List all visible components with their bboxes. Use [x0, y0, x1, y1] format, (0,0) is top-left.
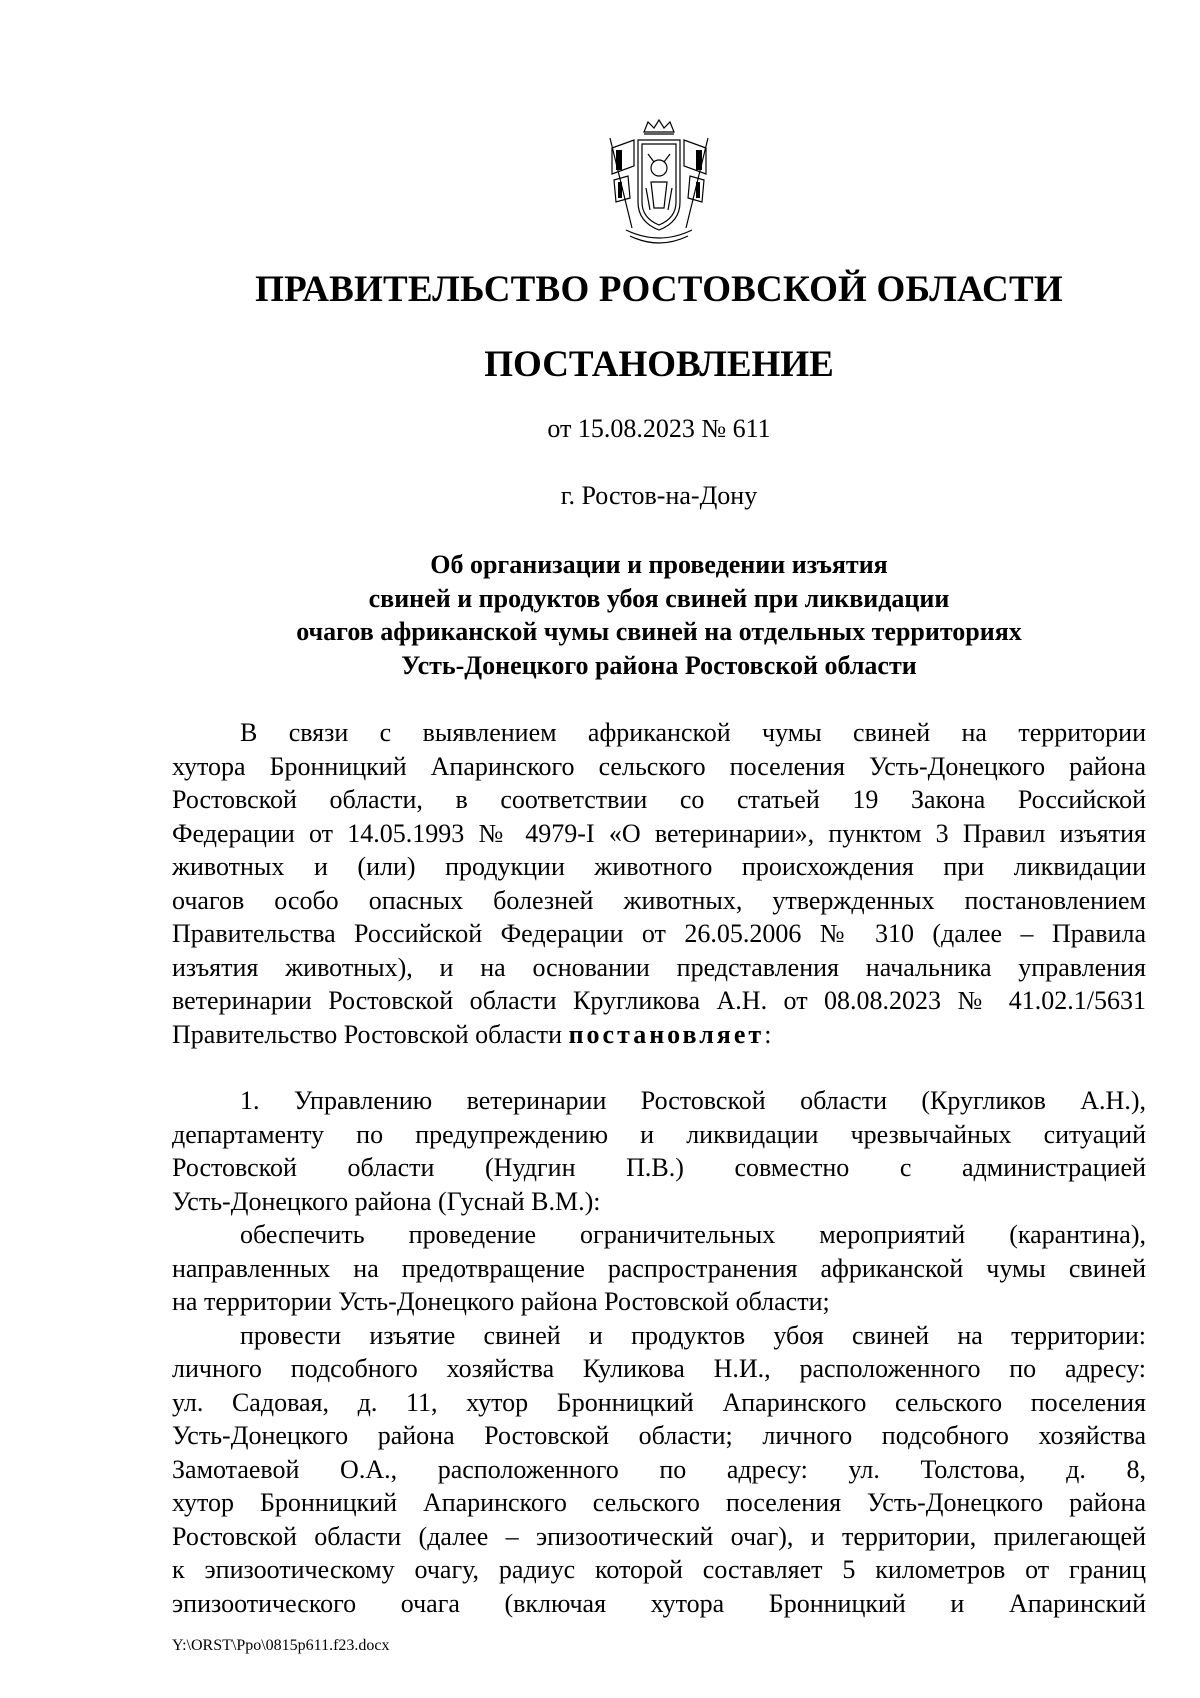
document-city: г. Ростов-на-Дону	[560, 481, 758, 510]
item-line: Ростовской области (Нудгин П.В.) совместно с администрацией	[172, 1153, 1146, 1182]
preamble-line: Федерации от 14.05.1993 № 4979-I «О ветеринарии», пунктом 3 Правил изъятия	[172, 818, 1146, 848]
item-line: 1. Управлению ветеринарии Ростовской области (Кругликов А.Н.),	[240, 1086, 1146, 1115]
preamble-line: животных и (или) продукции животного происхождения при ликвидации	[172, 852, 1146, 881]
item-line: Ростовской области (далее – эпизоотический очаг), и территории, прилегающей	[172, 1521, 1146, 1551]
subject-line: Усть-Донецкого района Ростовской области	[401, 650, 917, 680]
item-line: обеспечить проведение ограничительных мероприятий (карантина),	[240, 1220, 1146, 1249]
preamble-line: Ростовской области, в соответствии со статьей 19 Закона Российской	[172, 785, 1146, 814]
subject-line: очагов африканской чумы свиней на отдельных территориях	[296, 617, 1022, 646]
organization-title: ПРАВИТЕЛЬСТВО РОСТОВСКОЙ ОБЛАСТИ	[255, 269, 1063, 310]
item-line: хутор Бронницкий Апаринского сельского поселения Усть-Донецкого района	[172, 1488, 1146, 1517]
preamble-line: очагов особо опасных болезней животных, утвержденных постановлением	[172, 885, 1146, 915]
item-line: эпизоотического очага (включая хутора Бронницкий и Апаринский	[172, 1588, 1146, 1618]
item-line: провести изъятие свиней и продуктов убоя свиней на территории:	[240, 1320, 1146, 1350]
item-line: направленных на предотвращение распространения африканской чумы свиней	[172, 1253, 1146, 1283]
coat-of-arms-icon	[604, 118, 714, 248]
colon: :	[764, 1019, 772, 1049]
decree-word: постановляет	[568, 1019, 765, 1049]
item-line: на территории Усть-Донецкого района Ростовской области;	[172, 1287, 830, 1316]
item-line: Усть-Донецкого района Ростовской области; личного подсобного хозяйства	[172, 1421, 1146, 1450]
item-line: ул. Садовая, д. 11, хутор Бронницкий Апаринского сельского поселения	[172, 1387, 1146, 1417]
preamble-paragraph	[172, 716, 1146, 1051]
item-1-paragraph	[172, 1084, 1146, 1620]
document-subject	[172, 548, 1146, 682]
item-line: к эпизоотическому очагу, радиус которой составляет 5 километров от границ	[172, 1555, 1146, 1584]
subject-line: Об организации и проведении изъятия	[430, 550, 888, 579]
subject-line: свиней и продуктов убоя свиней при ликвидации	[368, 583, 950, 613]
preamble-line: изъятия животных), и на основании представления начальника управления	[172, 952, 1146, 982]
file-path-footer: Y:\ORST\Ppo\0815p611.f23.docx	[172, 1637, 390, 1654]
item-line: департаменту по предупреждению и ликвидации чрезвычайных ситуаций	[172, 1119, 1146, 1149]
document-date-number: от 15.08.2023 № 611	[547, 414, 771, 443]
preamble-line: ветеринарии Ростовской области Кругликова А.Н. от 08.08.2023 № 41.02.1/5631	[172, 986, 1146, 1015]
preamble-line: В связи с выявлением африканской чумы свиней на территории	[240, 718, 1146, 747]
preamble-text: Правительство Ростовской области	[172, 1019, 569, 1049]
item-line: Замотаевой О.А., расположенного по адресу: ул. Толстова, д. 8,	[172, 1454, 1146, 1484]
document-type: ПОСТАНОВЛЕНИЕ	[484, 344, 834, 385]
preamble-line: хутора Бронницкий Апаринского сельского поселения Усть-Донецкого района	[172, 751, 1146, 781]
preamble-line	[172, 1018, 1146, 1052]
preamble-line: Правительства Российской Федерации от 26.05.2006 № 310 (далее – Правила	[172, 919, 1146, 948]
item-line: личного подсобного хозяйства Куликова Н.И., расположенного по адресу:	[172, 1354, 1146, 1383]
item-line: Усть-Донецкого района (Гуснай В.М.):	[172, 1186, 601, 1216]
